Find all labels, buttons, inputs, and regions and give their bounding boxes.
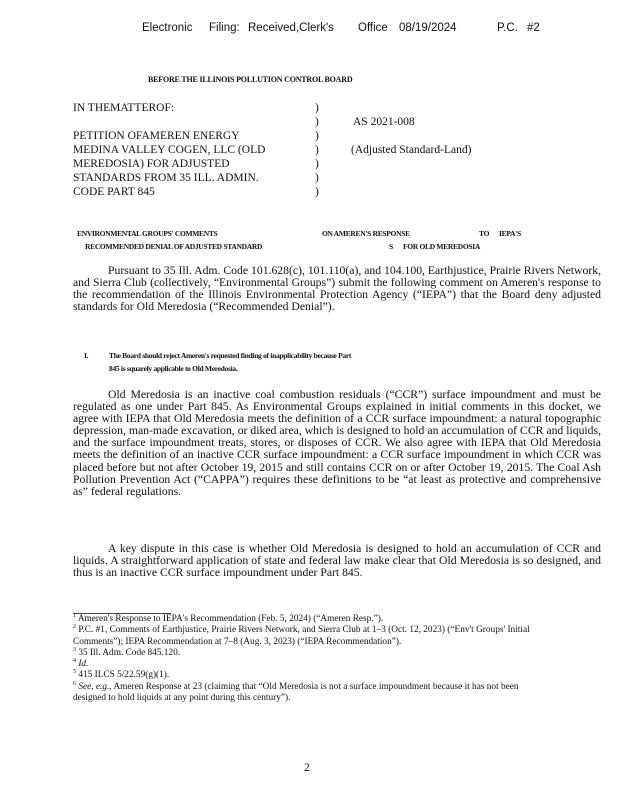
caption-parentheses [315,101,319,199]
paren: ) [315,130,319,142]
doc-title-part: RECOMMENDED DENIAL OF ADJUSTED STANDARD [85,242,263,251]
header-pc-number: #2 [527,22,540,34]
header-date: 08/19/2024 [399,22,457,34]
caption-line: CODE PART 845 [73,186,155,198]
footnotes [73,614,553,704]
paren: ) [315,172,319,184]
paragraph-text: A key dispute in this case is whether Old Meredosia is designed to hold an accumulation of CCR and liquids. A straightforward application of state and federal law make clear that Old Meredosia is so designed, and thus is an inactive CCR surface impoundment under Part 845. [73,542,601,580]
case-type: (Adjusted Standard-Land) [351,144,472,156]
body-paragraph [73,389,601,498]
paren: ) [315,158,319,170]
caption-matter: IN THEMATTEROF: [73,102,175,114]
footnote-signal: See, e.g., [78,681,112,692]
header-pc: P.C. [497,22,518,34]
doc-title-part: IEPA'S [499,229,521,238]
footnote-number: 4 [73,658,76,665]
footnote [73,648,553,659]
footnote-text: 35 Ill. Adm. Code 845.120. [78,647,181,658]
caption-line: PETITION OFAMEREN ENERGY [73,130,240,142]
header-electronic: Electronic [142,22,193,34]
footnote-text: P.C. #1, Comments of Earthjustice, Prairie Rivers Network, and Sierra Club at 1–3 (Oct. 12, 2023) (“Env't Groups' Initial Comments”); IEPA Recommendation at 7–8 (Aug. 3, 2023) (“IEPA Recommendation”). [73,625,530,647]
section-number: I. [84,351,89,360]
footnote [73,659,553,670]
footnote [73,670,553,681]
footnote [73,625,553,648]
paren: ) [315,102,319,114]
doc-title-part: FOR OLD MEREDOSIA [403,242,480,251]
footnote [73,614,553,625]
section-heading-line: The Board should reject Ameren's requested finding of inapplicability because Part [109,351,352,360]
header-received: Received,Clerk's [248,22,334,34]
footnote-number: 3 [73,646,76,653]
intro-paragraph [73,265,601,313]
header-office: Office [358,22,388,34]
footnote-text: Ameren's Response to IEPA's Recommendation (Feb. 5, 2024) (“Ameren Resp.”). [77,614,384,624]
paren: ) [315,144,319,156]
footnote-text: Id. [78,659,89,670]
footnote-number: 1 [73,612,76,619]
caption-line: MEREDOSIA) FOR ADJUSTED [73,158,230,170]
footnote-number: 2 [73,624,76,631]
doc-title-part: TO [479,229,490,238]
page-number: 2 [304,762,310,774]
footnote [73,682,553,705]
body-paragraph [73,543,601,579]
header-filing: Filing: [209,22,240,34]
paragraph-text: Old Meredosia is an inactive coal combustion residuals (“CCR”) surface impoundment and must be regulated as one under Part 845. As Environmental Groups explained in initial comments in this docket, we agree with IEPA that Old Meredosia meets the definition of a CCR surface impoundment: a natural topographic depression, man-made excavation, or diked area, which is designed to hold an accumulation of CCR and liquids, and the surface impoundment treats, stores, or disposes of CCR. We also agree with IEPA that Old Meredosia meets the definition of an inactive CCR surface impoundment: a CCR surface impoundment in which CCR was placed before but not after October 19, 2015 and still contains CCR on or after October 19, 2015. The Coal Ash Pollution Prevention Act (“CAPPA”) requires these definitions to be “at least as protective and comprehensive as” federal regulations. [73,388,601,498]
doc-title-part: ENVIRONMENTAL GROUPS' COMMENTS [77,229,218,238]
footnote-number: 6 [73,680,76,687]
section-heading-line: 845 is squarely applicable to Old Meredosia. [109,364,238,373]
caption-petition [73,129,265,199]
caption-line: STANDARDS FROM 35 ILL. ADMIN. [73,172,259,184]
caption-line: MEDINA VALLEY COGEN, LLC (OLD [73,144,266,156]
paren: ) [315,116,319,128]
doc-title-part: ON AMEREN'S RESPONSE [322,229,410,238]
footnote-text: Ameren Response at 23 (claiming that “Old Meredosia is not a surface impoundment because it has not been designed to hold liquids at any point during this century”). [73,681,519,704]
case-number: AS 2021-008 [353,116,415,128]
paren: ) [315,186,319,198]
board-title: BEFORE THE ILLINOIS POLLUTION CONTROL BOARD [148,75,353,84]
footnote-number: 5 [73,669,76,676]
intro-text: Pursuant to 35 Ill. Adm. Code 101.628(c), 101.110(a), and 104.100, Earthjustice, Prairie Rivers Network, and Sierra Club (collectively, “Environmental Groups”) submit the following comment on Ameren's response to the recommendation of the Illinois Environmental Protection Agency (“IEPA”) that the Board deny adjusted standards for Old Meredosia (“Recommended Denial”). [73,264,601,314]
footnote-text: 415 ILCS 5/22.59(g)(1). [78,670,170,681]
doc-title-part: S [389,242,393,251]
